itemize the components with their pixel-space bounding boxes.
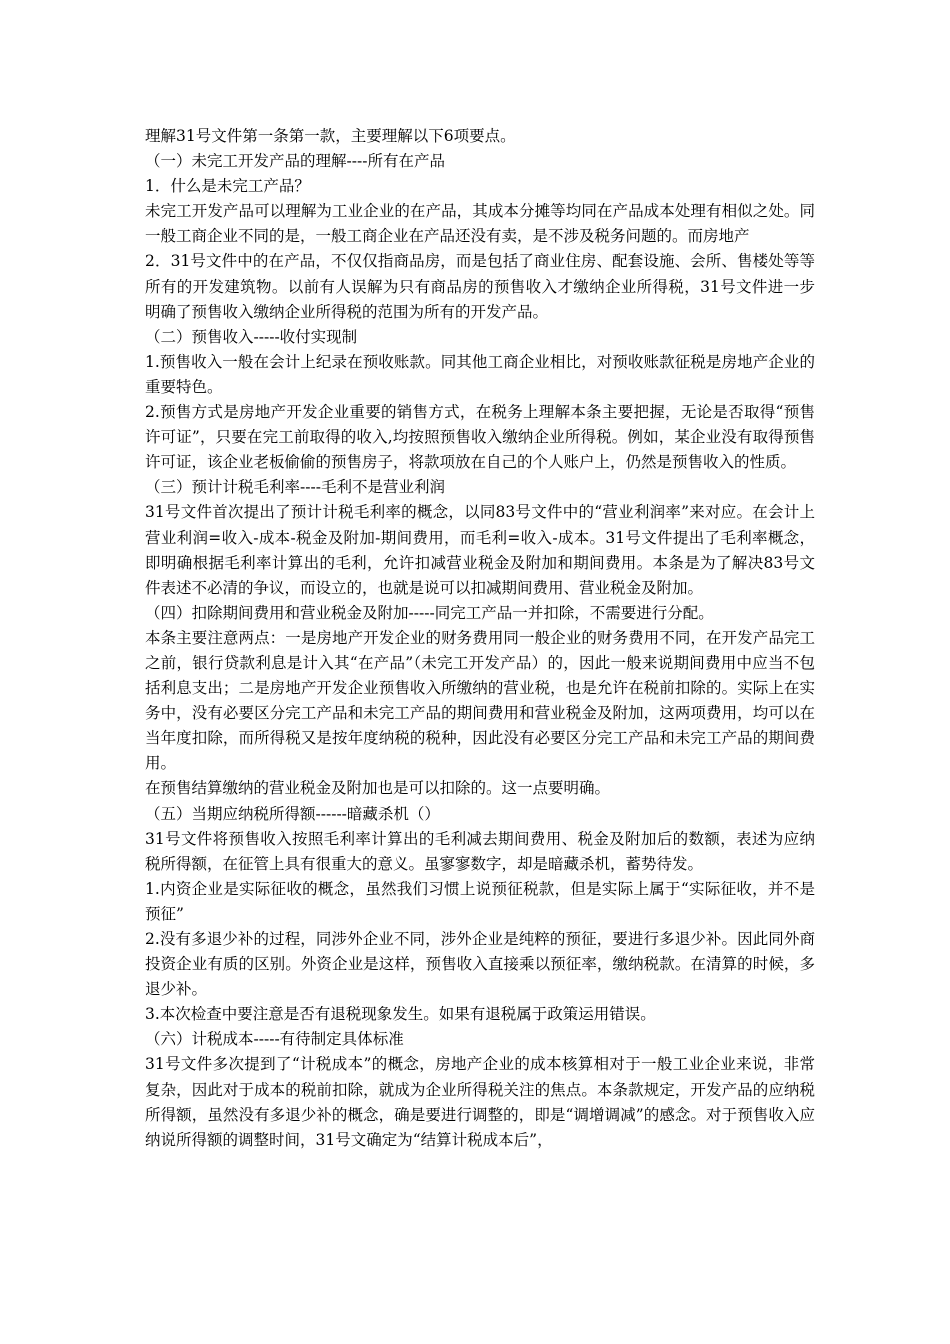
paragraph: 1.内资企业是实际征收的概念，虽然我们习惯上说预征税款，但是实际上属于“实际征收，并不是预征”	[145, 879, 815, 923]
paragraph: 2.预售方式是房地产开发企业重要的销售方式，在税务上理解本条主要把握，无论是否取得“预售许可证”，只要在完工前取得的收入,均按照预售收入缴纳企业所得税。例如，某企业没有取得预售许可证，该企业老板偷偷的预售房子，将款项放在自己的个人账户上，仍然是预售收入的性质。	[145, 403, 815, 472]
section-heading-1: （一）未完工开发产品的理解----所有在产品	[145, 152, 445, 171]
paragraph: 1.预售收入一般在会计上纪录在预收账款。同其他工商企业相比，对预收账款征税是房地产企业的重要特色。	[145, 352, 815, 396]
question-line: 1．什么是未完工产品？	[145, 177, 310, 196]
paragraph: 在预售结算缴纳的营业税金及附加也是可以扣除的。这一点要明确。	[145, 779, 611, 798]
section-heading-2: （二）预售收入-----收付实现制	[145, 327, 358, 346]
paragraph: 31号文件将预售收入按照毛利率计算出的毛利减去期间费用、税金及附加后的数额，表述为应纳税所得额，在征管上具有很重大的意义。虽寥寥数字，却是暗藏杀机，蓄势待发。	[145, 829, 815, 873]
intro-line: 理解31号文件第一条第一款，主要理解以下6项要点。	[145, 127, 516, 145]
section-heading-5: （五）当期应纳税所得额------暗藏杀机（）	[145, 804, 440, 823]
paragraph: 31号文件多次提到了“计税成本”的概念，房地产企业的成本核算相对于一般工业企业来说，非常复杂，因此对于成本的税前扣除，就成为企业所得税关注的焦点。本条款规定，开发产品的应纳税所得额，虽然没有多退少补的概念，确是要进行调整的，即是“调增调减”的感念。对于预售收入应纳说所得额的调整时间，31号文确定为“结算计税成本后”，	[145, 1055, 815, 1149]
section-heading-6: （六）计税成本-----有待制定具体标准	[145, 1030, 404, 1049]
paragraph: 本条主要注意两点：一是房地产开发企业的财务费用同一般企业的财务费用不同，在开发产品完工之前，银行贷款利息是计入其“在产品”（未完工开发产品）的，因此一般来说期间费用中应当不包括利息支出；二是房地产开发企业预售收入所缴纳的营业税，也是允许在税前扣除的。实际上在实务中，没有必要区分完工产品和未完工产品的期间费用和营业税金及附加，这两项费用，均可以在当年度扣除，而所得税又是按年度纳税的税种，因此没有必要区分完工产品和未完工产品的期间费用。	[145, 628, 815, 773]
section-heading-4: （四）扣除期间费用和营业税金及附加-----同完工产品一并扣除，不需要进行分配。	[145, 603, 714, 622]
paragraph: 31号文件首次提出了预计计税毛利率的概念，以同83号文件中的“营业利润率”来对应。在会计上营业利润=收入-成本-税金及附加-期间费用，而毛利=收入-成本。31号文件提出了毛利率概念，即明确根据毛利率计算出的毛利，允许扣减营业税金及附加和期间费用。本条是为了解决83号文件表述不必清的争议，而设立的，也就是说可以扣减期间费用、营业税金及附加。	[145, 503, 815, 597]
paragraph: 2．31号文件中的在产品，不仅仅指商品房，而是包括了商业住房、配套设施、会所、售楼处等等所有的开发建筑物。以前有人误解为只有商品房的预售收入才缴纳企业所得税，31号文件进一步明确了预售收入缴纳企业所得税的范围为所有的开发产品。	[145, 252, 815, 321]
section-heading-3: （三）预计计税毛利率----毛利不是营业利润	[145, 478, 445, 497]
paragraph: 3.本次检查中要注意是否有退税现象发生。如果有退税属于政策运用错误。	[145, 1005, 656, 1024]
paragraph: 未完工开发产品可以理解为工业企业的在产品，其成本分摊等均同在产品成本处理有相似之处。同一般工商企业不同的是，一般工商企业在产品还没有卖，是不涉及税务问题的。而房地产	[145, 202, 815, 246]
document-page	[145, 124, 815, 1153]
paragraph: 2.没有多退少补的过程，同涉外企业不同，涉外企业是纯粹的预征，要进行多退少补。因此同外商投资企业有质的区别。外资企业是这样，预售收入直接乘以预征率，缴纳税款。在清算的时候，多退少补。	[145, 930, 815, 999]
